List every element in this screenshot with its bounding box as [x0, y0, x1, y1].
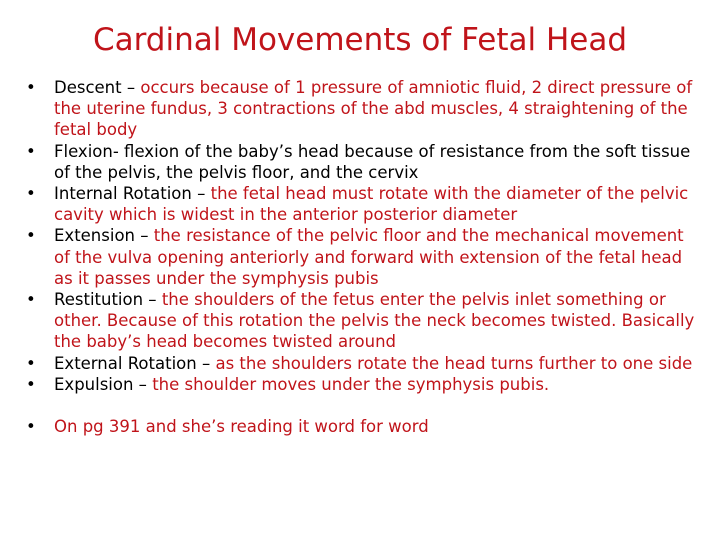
- slide-title: Cardinal Movements of Fetal Head: [92, 22, 628, 58]
- bullet-term: Extension –: [54, 226, 154, 246]
- bullet-note-text: On pg 391 and she’s reading it word for word: [54, 417, 429, 437]
- bullet-icon: •: [26, 417, 36, 437]
- bullet-icon: •: [26, 290, 36, 310]
- bullet-item-external-rotation: [26, 353, 698, 374]
- bullet-icon: •: [26, 353, 36, 373]
- bullet-description: flexion of the baby’s head because of resistance from the soft tissue of the pelvis, the pelvis floor, and the cervix: [54, 141, 691, 182]
- bullet-description: as the shoulders rotate the head turns further to one side: [215, 353, 693, 373]
- bullet-item-expulsion: [26, 374, 698, 395]
- bullet-item-note: [26, 416, 698, 437]
- bullet-description: the resistance of the pelvic floor and the mechanical movement of the vulva opening anteriorly and forward with extension of the fetal head as it passes under the symphysis pubis: [54, 226, 684, 288]
- bullet-item-descent: [26, 77, 698, 141]
- bullet-icon: •: [26, 184, 36, 204]
- bullet-term: Expulsion –: [54, 374, 153, 394]
- bullet-term: Descent –: [54, 78, 141, 97]
- bullet-description: the shoulders of the fetus enter the pelvis inlet something or other. Because of this rotation the pelvis the neck becomes twisted. Basically the baby’s head becomes twisted around: [54, 290, 695, 352]
- bullet-item-flexion: [26, 141, 698, 183]
- bullet-term: Internal Rotation –: [54, 184, 211, 204]
- bullet-icon: •: [26, 78, 36, 97]
- bullet-item-internal-rotation: [26, 183, 698, 225]
- bullet-description: the shoulder moves under the symphysis pubis.: [152, 374, 550, 394]
- bullet-list: [26, 77, 698, 437]
- bullet-item-restitution: [26, 289, 698, 353]
- bullet-icon: •: [26, 226, 36, 246]
- bullet-term: Restitution –: [54, 290, 162, 310]
- bullet-item-extension: [26, 225, 698, 289]
- bullet-term: External Rotation –: [54, 353, 216, 373]
- bullet-term: Flexion-: [54, 141, 125, 161]
- bullet-description: the fetal head must rotate with the diameter of the pelvic cavity which is widest in the anterior posterior diameter: [54, 184, 689, 225]
- bullet-icon: •: [26, 141, 36, 161]
- bullet-icon: •: [26, 374, 36, 394]
- bullet-description: occurs because of 1 pressure of amniotic fluid, 2 direct pressure of the uterine fundus, 3 contractions of the abd muscles, 4 straightening of the fetal body: [54, 78, 693, 140]
